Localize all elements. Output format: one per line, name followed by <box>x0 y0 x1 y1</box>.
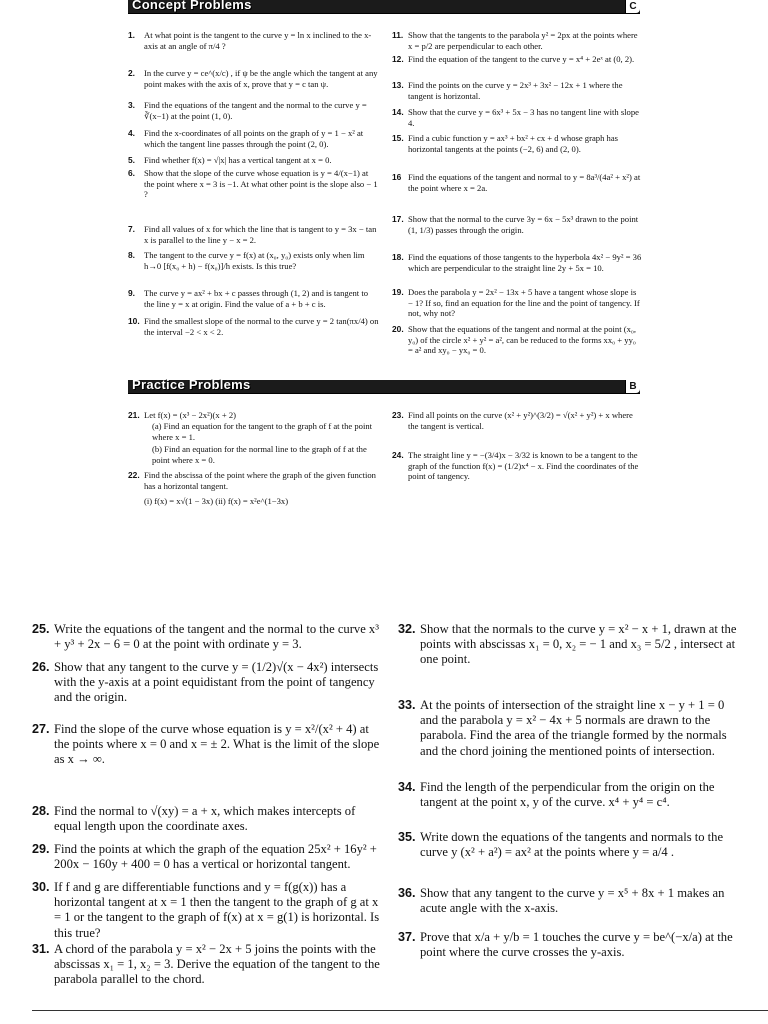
practice-problems-tag: B <box>625 380 640 393</box>
problem-1 <box>128 30 380 51</box>
problem-number: 16 <box>392 172 402 182</box>
problem-text: Show that any tangent to the curve y = (1/2)√(x − 4x²) intersects with the y-axis at a point equidistant from the point of tangency and the origin. <box>54 660 379 705</box>
problem-text: Show that the tangents to the parabola y² = 2px at the points where x = p/2 are perpendicular to each other. <box>408 30 638 51</box>
problem-number: 10. <box>128 316 140 326</box>
problem-11 <box>392 30 642 51</box>
problem-21b <box>136 444 380 465</box>
problem-number: 18. <box>392 252 404 262</box>
problem-text: The tangent to the curve y = f(x) at (x₀, y₀) exists only when lim h→0 [f(x₀ + h) − f(x₀)]/h exists. Is this true? <box>144 250 365 271</box>
problem-text: Find the x-coordinates of all points on the graph of y = 1 − x² at which the tangent line passes through the point (2, 0). <box>144 128 364 149</box>
problem-21a <box>136 421 380 442</box>
problem-31 <box>32 942 382 988</box>
problem-text: Write the equations of the tangent and the normal to the curve x³ + y³ + 2x − 6 = 0 at the point with ordinate y = 3. <box>54 622 380 652</box>
problem-7 <box>128 224 380 245</box>
problem-number: 30. <box>32 880 50 894</box>
problem-23 <box>392 410 642 431</box>
problem-text: Find the normal to √(xy) = a + x, which makes intercepts of equal length upon the coordinate axes. <box>54 804 356 834</box>
problem-14 <box>392 107 642 128</box>
problem-28 <box>32 804 382 834</box>
problem-text: Let f(x) = (x³ − 2x²)(x + 2) <box>144 410 236 420</box>
problem-text: Show that the slope of the curve whose equation is y = 4/(x−1) at the point where x = 3 is −1. At what other point is the slope also − 1 ? <box>144 168 378 200</box>
problem-number: 35. <box>398 830 416 844</box>
problem-number: 23. <box>392 410 404 420</box>
problem-2 <box>128 68 380 89</box>
problem-number: 28. <box>32 804 50 818</box>
problem-19 <box>392 287 642 319</box>
concept-problems-tag: C <box>625 0 640 13</box>
problem-number: 4. <box>128 128 135 138</box>
problem-number: 21. <box>128 410 140 420</box>
problem-text: In the curve y = ce^(x/c) , if ψ be the angle which the tangent at any point makes with the axis of x, prove that y = c tan ψ. <box>144 68 378 89</box>
problem-6 <box>128 168 380 200</box>
problem-33 <box>398 698 742 759</box>
problem-number: 12. <box>392 54 404 64</box>
problem-22-parts <box>128 496 380 507</box>
problem-number: 20. <box>392 324 404 334</box>
problem-text: Show that the equations of the tangent and normal at the point (x₀, y₀) of the circle x² + y² = a², can be reduced to the forms xx₀ + yy₀ = a² and xy₀ − yx₀ = 0. <box>408 324 637 356</box>
practice-problems-title: Practice Problems <box>132 377 251 392</box>
problem-text: Find the equation of the tangent to the curve y = x⁴ + 2eˣ at (0, 2). <box>408 54 635 64</box>
problem-text: Show that the curve y = 6x³ + 5x − 3 has no tangent line with slope 4. <box>408 107 639 128</box>
problem-number: 15. <box>392 133 404 143</box>
problem-13 <box>392 80 642 101</box>
problem-number: 31. <box>32 942 50 956</box>
problem-text: Find all values of x for which the line that is tangent to y = 3x − tan x is parallel to the line y − x = 2. <box>144 224 377 245</box>
problem-text: Find the points at which the graph of the equation 25x² + 16y² + 200x − 160y + 400 = 0 has a vertical or horizontal tangent. <box>54 842 377 872</box>
problem-number: 5. <box>128 155 135 165</box>
problem-15 <box>392 133 642 154</box>
problem-number: 2. <box>128 68 135 78</box>
problem-text: Find the points on the curve y = 2x³ + 3x² − 12x + 1 where the tangent is horizontal. <box>408 80 623 101</box>
problem-29 <box>32 842 382 872</box>
problem-number: 7. <box>128 224 135 234</box>
problem-3 <box>128 100 380 121</box>
problem-text: Find the smallest slope of the normal to the curve y = 2 tan(πx/4) on the interval −2 < x < 2. <box>144 316 379 337</box>
problem-text: Prove that x/a + y/b = 1 touches the curve y = be^(−x/a) at the point where the curve crosses the y-axis. <box>420 930 733 960</box>
problem-number: 1. <box>128 30 135 40</box>
problem-number: 9. <box>128 288 135 298</box>
problem-number: 29. <box>32 842 50 856</box>
problem-number: 22. <box>128 470 140 480</box>
problem-10 <box>128 316 380 337</box>
problem-text: (a) Find an equation for the tangent to the graph of f at the point where x = 1. <box>152 421 373 442</box>
problem-number: 27. <box>32 722 50 736</box>
problem-text: Find the slope of the curve whose equation is y = x²/(x² + 4) at the points where x = 0 and x = ± 2. What is the limit of the slope as x → ∞. <box>54 722 380 767</box>
problem-number: 14. <box>392 107 404 117</box>
problem-17 <box>392 214 642 235</box>
practice-problems-header <box>128 377 640 394</box>
problem-number: 26. <box>32 660 50 674</box>
problem-32 <box>398 622 742 668</box>
problem-27 <box>32 722 382 768</box>
problem-20 <box>392 324 642 356</box>
problem-text: At the points of intersection of the straight line x − y + 1 = 0 and the parabola y = x² − 4x + 5 normals are drawn to the parabola. Find the area of the triangle formed by the normals and the chord joining the mentioned points of intersection. <box>420 698 727 758</box>
problem-37 <box>398 930 742 960</box>
problem-4 <box>128 128 380 149</box>
problem-18 <box>392 252 642 273</box>
problem-30 <box>32 880 382 941</box>
problem-number: 8. <box>128 250 135 260</box>
problem-number: 32. <box>398 622 416 636</box>
problem-text: Show that any tangent to the curve y = x⁵ + 8x + 1 makes an acute angle with the x-axis. <box>420 886 725 916</box>
problem-number: 33. <box>398 698 416 712</box>
problem-number: 13. <box>392 80 404 90</box>
problem-21 <box>128 410 380 421</box>
problem-text: The straight line y = −(3/4)x − 3/32 is known to be a tangent to the graph of the function f(x) = (1/2)x⁴ − x. Find the coordinates of the point of tangency. <box>408 450 639 482</box>
problem-text: Find all points on the curve (x² + y²)^(3/2) = √(x² + y²) + x where the tangent is vertical. <box>408 410 633 431</box>
problem-text: Find the abscissa of the point where the graph of the given function has a horizontal tangent. <box>144 470 376 491</box>
problem-text: (b) Find an equation for the normal line to the graph of f at the point where x = 0. <box>152 444 367 465</box>
problem-24 <box>392 450 642 482</box>
problem-text: Find the length of the perpendicular from the origin on the tangent at the point x, y of the curve. x⁴ + y⁴ = c⁴. <box>420 780 715 810</box>
problem-text: Find the equations of the tangent and the normal to the curve y = ∛(x−1) at the point (1, 0). <box>144 100 367 121</box>
problem-12 <box>392 54 642 65</box>
problem-number: 34. <box>398 780 416 794</box>
problem-8 <box>128 250 380 271</box>
problem-25 <box>32 622 382 652</box>
problem-number: 6. <box>128 168 135 178</box>
problem-36 <box>398 886 742 916</box>
problem-text: (i) f(x) = x√(1 − 3x) (ii) f(x) = x²e^(1−3x) <box>144 496 289 506</box>
problem-16 <box>392 172 642 193</box>
problem-text: Find the equations of those tangents to the hyperbola 4x² − 9y² = 36 which are perpendicular to the straight line 2y + 5x = 10. <box>408 252 642 273</box>
problem-text: Find the equations of the tangent and normal to y = 8a³/(4a² + x²) at the point where x = 2a. <box>408 172 641 193</box>
problem-text: Find a cubic function y = ax³ + bx² + cx + d whose graph has horizontal tangents at the points (−2, 6) and (2, 0). <box>408 133 618 154</box>
problem-34 <box>398 780 742 810</box>
problem-number: 3. <box>128 100 135 110</box>
problem-number: 17. <box>392 214 404 224</box>
problem-number: 19. <box>392 287 404 297</box>
problem-text: Show that the normals to the curve y = x² − x + 1, drawn at the points with abscissas x₁ = 0, x₂ = − 1 and x₃ = 5/2 , intersect at one point. <box>420 622 737 667</box>
bottom-divider <box>32 1010 768 1011</box>
problem-number: 36. <box>398 886 416 900</box>
problem-number: 25. <box>32 622 50 636</box>
problem-text: The curve y = ax² + bx + c passes through (1, 2) and is tangent to the line y = x at origin. Find the value of a + b + c is. <box>144 288 369 309</box>
problem-26 <box>32 660 382 706</box>
problem-text: If f and g are differentiable functions and y = f(g(x)) has a horizontal tangent at x = 1 then the tangent to the graph of g at x = 1 or the tangent to the graph of f(x) at x = g(1) is horizontal. Is this true? <box>54 880 380 940</box>
problem-text: Show that the normal to the curve 3y = 6x − 5x³ drawn to the point (1, 1/3) passes through the origin. <box>408 214 639 235</box>
problem-text: A chord of the parabola y = x² − 2x + 5 joins the points with the abscissas x₁ = 1, x₂ = 3. Derive the equation of the tangent to the parabola parallel to the chord. <box>54 942 380 987</box>
problem-text: Does the parabola y = 2x² − 13x + 5 have a tangent whose slope is − 1? If so, find an equation for the line and the point of tangency. If not, why not? <box>408 287 640 319</box>
problem-text: Find whether f(x) = √|x| has a vertical tangent at x = 0. <box>144 155 332 165</box>
concept-problems-title: Concept Problems <box>132 0 252 12</box>
problem-text: At what point is the tangent to the curve y = ln x inclined to the x-axis at an angle of π/4 ? <box>144 30 372 51</box>
problem-22 <box>128 470 380 491</box>
problem-5 <box>128 155 380 166</box>
problem-number: 11. <box>392 30 404 40</box>
problem-number: 37. <box>398 930 416 944</box>
problem-9 <box>128 288 380 309</box>
problem-35 <box>398 830 742 860</box>
concept-problems-header <box>128 0 640 14</box>
problem-number: 24. <box>392 450 404 460</box>
problem-text: Write down the equations of the tangents and normals to the curve y (x² + a²) = ax² at the points where y = a/4 . <box>420 830 724 860</box>
